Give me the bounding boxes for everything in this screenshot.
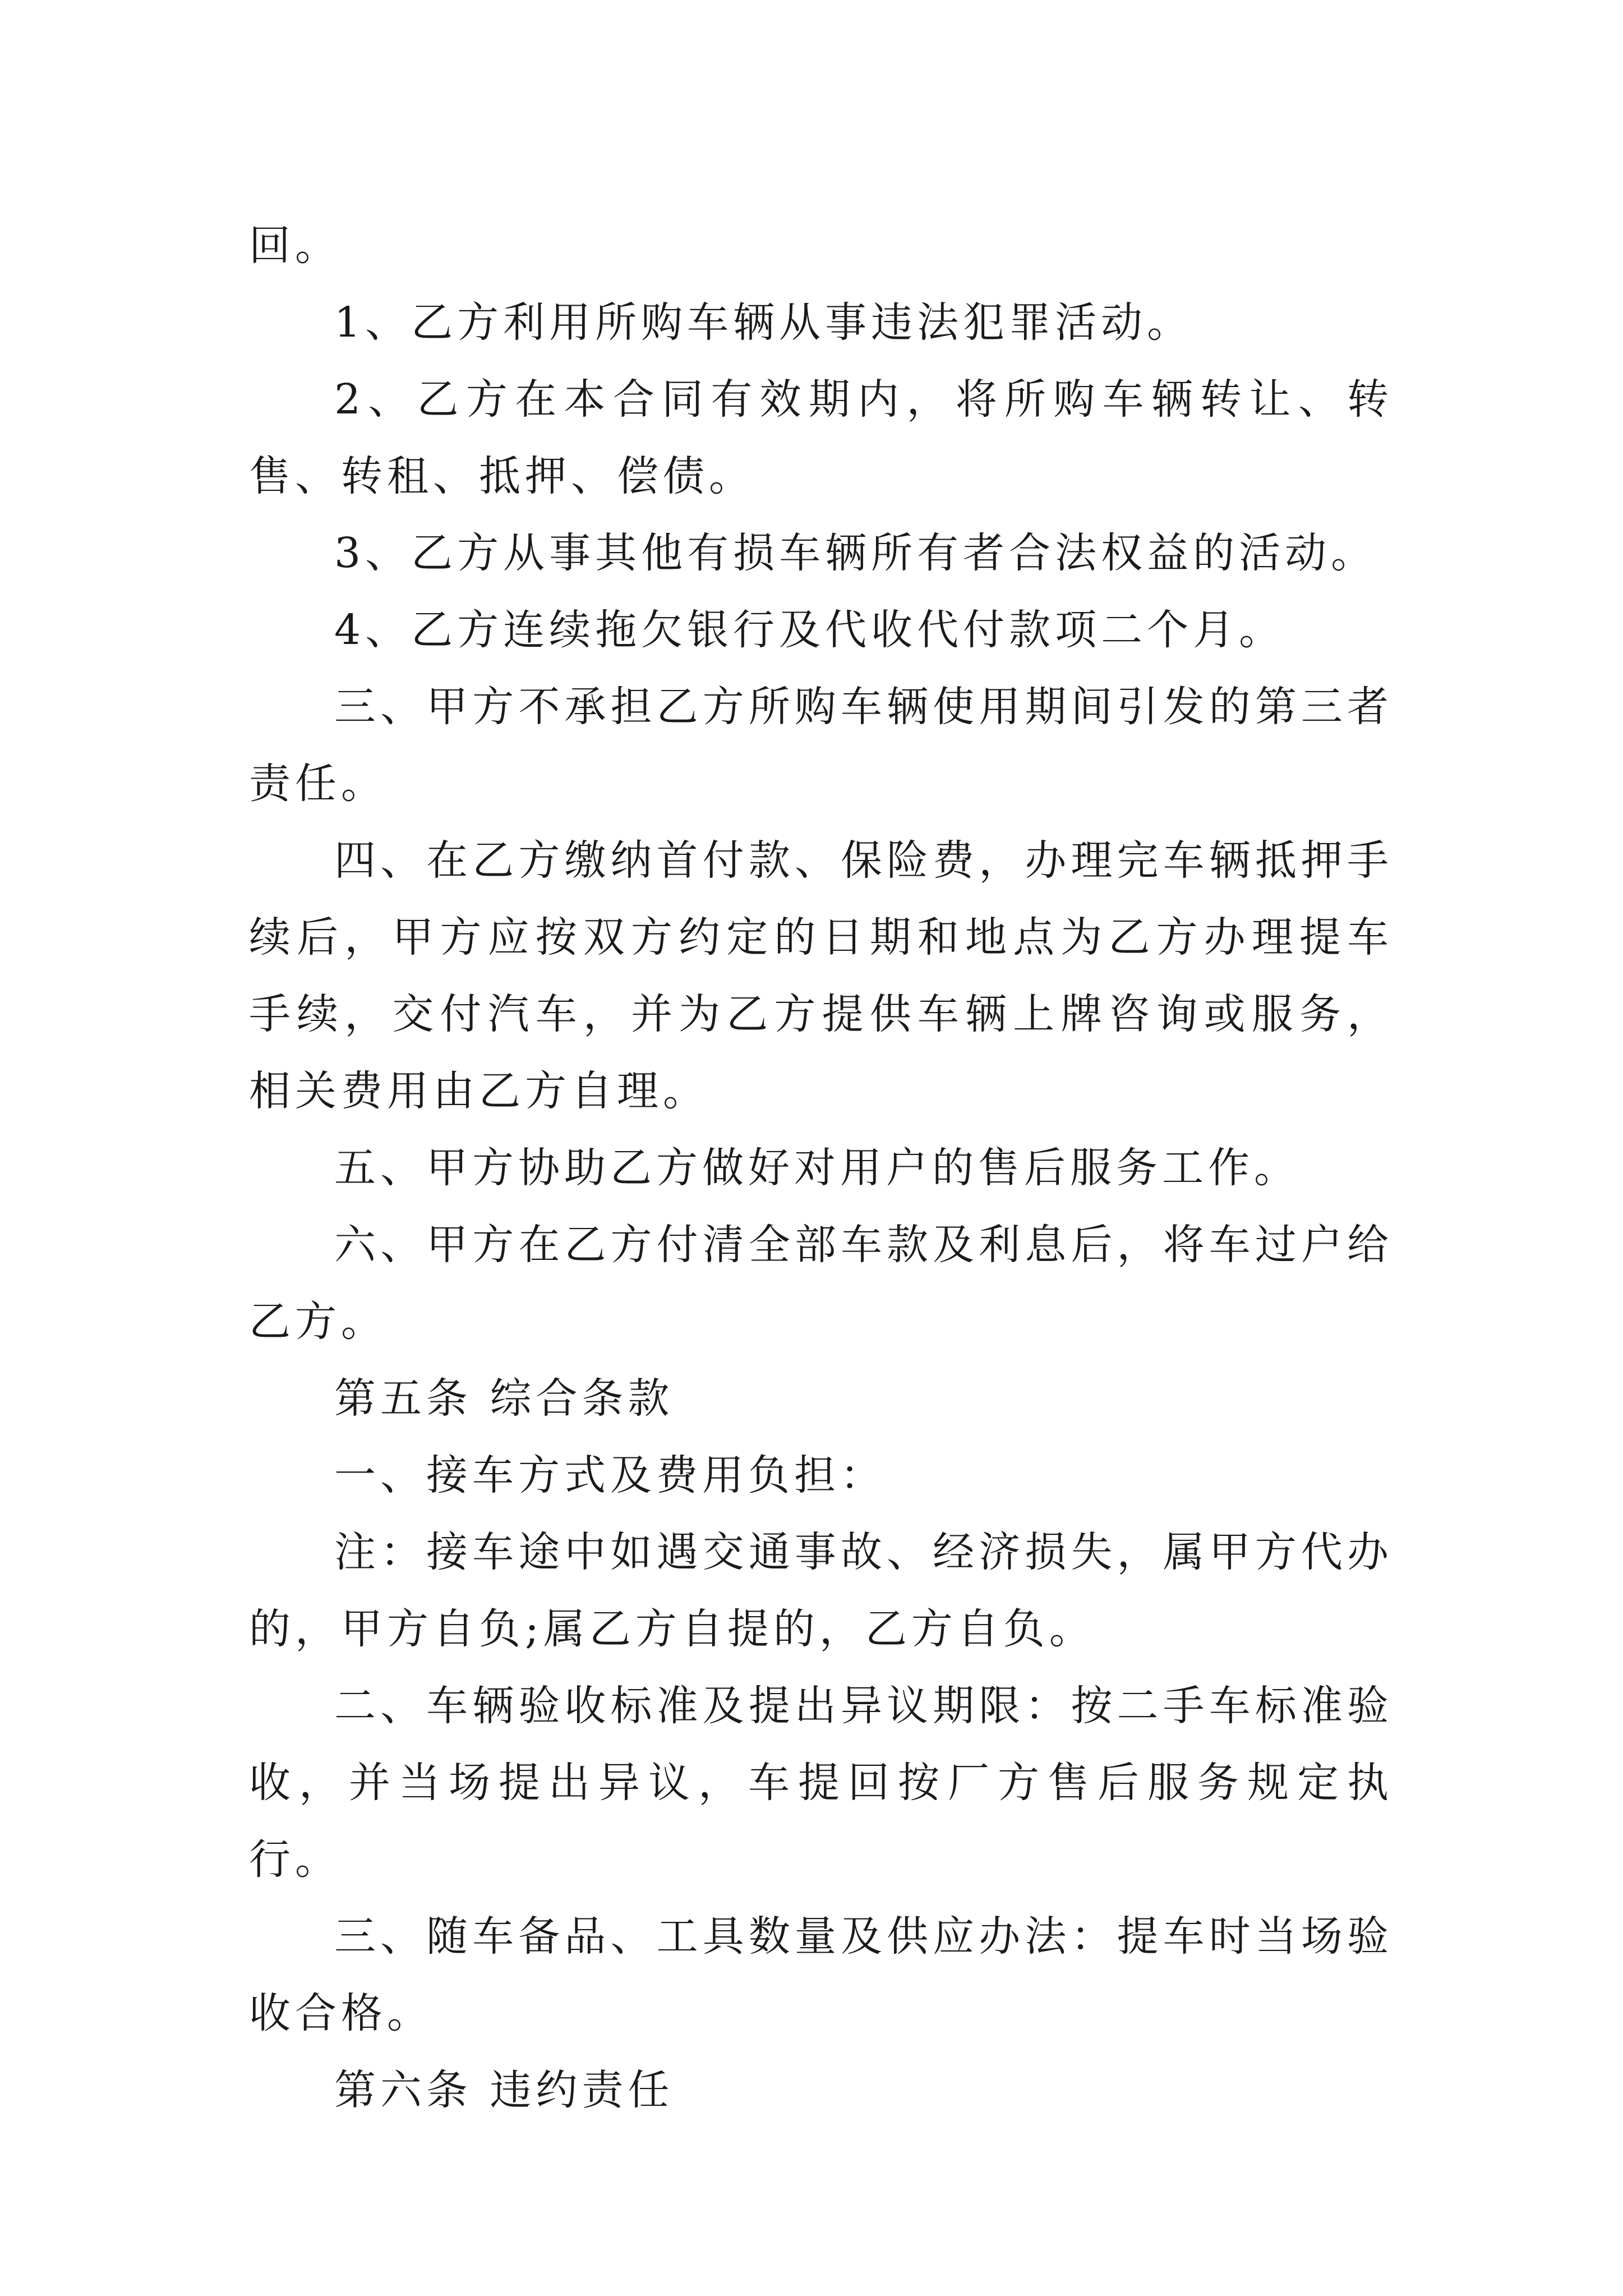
paragraph-clause-3: 三、甲方不承担乙方所购车辆使用期间引发的第三者责任。	[249, 683, 1393, 808]
paragraph-clause-5: 五、甲方协助乙方做好对用户的售后服务工作。	[334, 1144, 1300, 1192]
paragraph-clause-6: 六、甲方在乙方付清全部车款及利息后，将车过户给乙方。	[249, 1221, 1393, 1346]
paragraph-clause-4: 四、在乙方缴纳首付款、保险费，办理完车辆抵押手续后，甲方应按双方约定的日期和地点为乙方办理提车手续，交付汽车，并为乙方提供车辆上牌咨询或服务，相关费用由乙方自理。	[249, 836, 1393, 1115]
paragraph-item-4: 4、乙方连续拖欠银行及代收代付款项二个月。	[334, 606, 1285, 654]
paragraph-item-1: 1、乙方利用所购车辆从事违法犯罪活动。	[334, 298, 1193, 347]
paragraph-item-2: 2、乙方在本合同有效期内，将所购车辆转让、转售、转租、抵押、偿债。	[249, 375, 1393, 500]
article-6-heading: 第六条 违约责任	[334, 2066, 674, 2114]
paragraph-acceptance-standard: 二、车辆验收标准及提出异议期限：按二手车标准验收，并当场提出异议，车提回按厂方售后服务规定执行。	[249, 1682, 1393, 1884]
paragraph-spare-parts: 三、随车备品、工具数量及供应办法：提车时当场验收合格。	[249, 1912, 1393, 2037]
paragraph-continuation: 回。	[249, 222, 341, 270]
article-5-heading: 第五条 综合条款	[334, 1374, 674, 1423]
paragraph-note: 注：接车途中如遇交通事故、经济损失，属甲方代办的，甲方自负;属乙方自提的，乙方自负。	[249, 1528, 1393, 1653]
paragraph-pickup-method: 一、接车方式及费用负担：	[334, 1451, 886, 1499]
paragraph-item-3: 3、乙方从事其他有损车辆所有者合法权益的活动。	[334, 529, 1377, 577]
document-body	[249, 208, 1393, 2129]
